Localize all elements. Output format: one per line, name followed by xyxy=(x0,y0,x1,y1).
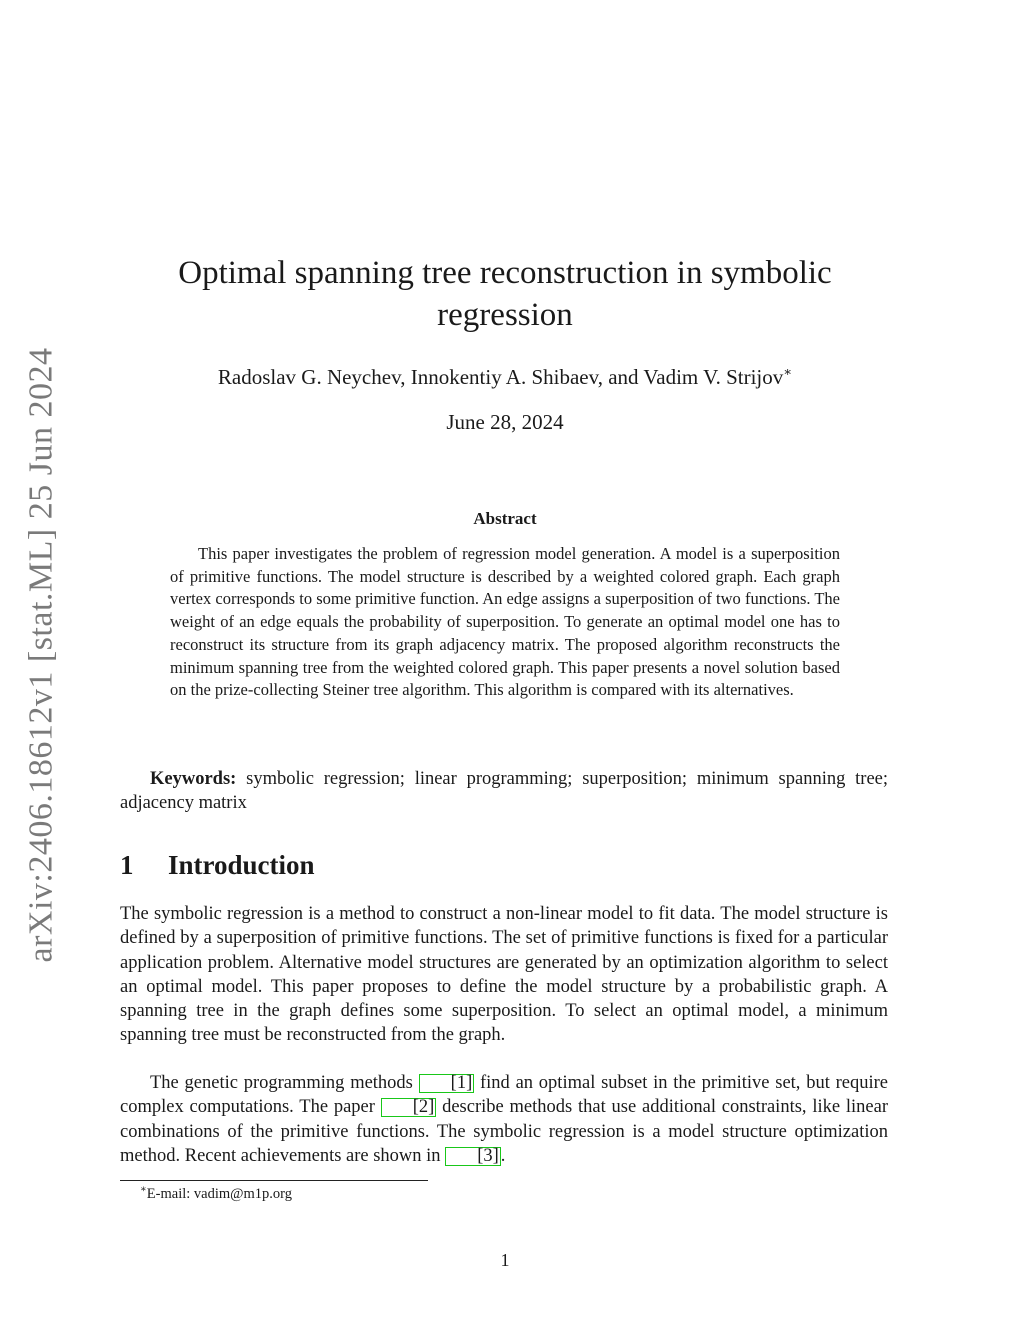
footnote-text: E-mail: vadim@m1p.org xyxy=(146,1185,292,1202)
footnote-mark: ∗ xyxy=(140,1184,147,1195)
intro-paragraph-2-part-3: describe methods that use additional constraints, like linear combinations of the primitive functions. The symbolic regression is a model structure optimization method. Recent achievements are shown in xyxy=(120,1097,888,1166)
author-footnote-mark: ∗ xyxy=(783,364,793,379)
citation-link-1[interactable]: [1] xyxy=(419,1074,475,1093)
section-title: Introduction xyxy=(168,850,315,880)
publication-date: June 28, 2024 xyxy=(446,410,564,434)
arxiv-identifier-text: arXiv:2406.18612v1 [stat.ML] 25 Jun 2024 xyxy=(22,347,60,963)
abstract-text: This paper investigates the problem of regression model generation. A model is a superposition of primitive functions. The model structure is described by a weighted colored graph. Each graph vertex corresponds to some primitive function. An edge assigns a superposition of two functions. The weight of an edge equals the probability of superposition. To generate an optimal model one has to reconstruct its structure from its graph adjacency matrix. The proposed algorithm reconstructs the minimum spanning tree from the weighted colored graph. This paper presents a novel solution based on the prize-collecting Steiner tree algorithm. This algorithm is compared with its alternatives. xyxy=(170,544,840,700)
keywords-label: Keywords: xyxy=(150,769,237,789)
arxiv-identifier-stamp xyxy=(18,347,64,963)
page-number: 1 xyxy=(500,1250,510,1270)
abstract-heading: Abstract xyxy=(473,509,537,528)
paper-title-line-1: Optimal spanning tree reconstruction in symbolic xyxy=(178,255,832,291)
footnote-divider xyxy=(120,1180,428,1181)
citation-link-2[interactable]: [2] xyxy=(381,1098,437,1117)
author-list xyxy=(120,364,890,390)
intro-paragraph-2 xyxy=(120,1071,888,1168)
paper-title xyxy=(140,252,870,336)
keywords-text: symbolic regression; linear programming; superposition; minimum spanning tree; adjacency matrix xyxy=(120,769,889,813)
citation-link-3[interactable]: [3] xyxy=(445,1147,501,1166)
intro-paragraph-1: The symbolic regression is a method to construct a non-linear model to fit data. The model structure is defined by a superposition of primitive functions. The set of primitive functions is fixed for a particular application problem. Alternative model structures are generated by an optimization algorithm to select an optimal model. This paper proposes to define the model structure by a probabilistic graph. A spanning tree in the graph defines some superposition. To select an optimal model, a minimum spanning tree must be reconstructed from the graph. xyxy=(120,904,888,1046)
intro-paragraph-2-part-4: . xyxy=(500,1145,506,1166)
intro-paragraph-2-part-1: The genetic programming methods xyxy=(150,1073,419,1093)
footnote xyxy=(140,1184,292,1203)
section-number: 1 xyxy=(120,850,134,880)
intro-paragraph-2-part-2: find an optimal subset in the primitive set, but require complex computations. The paper xyxy=(120,1073,888,1118)
author-names: Radoslav G. Neychev, Innokentiy A. Shibaev, and Vadim V. Strijov xyxy=(217,365,784,389)
section-heading-introduction xyxy=(120,850,315,881)
keywords-paragraph xyxy=(120,767,888,815)
paper-title-line-2: regression xyxy=(437,297,573,333)
